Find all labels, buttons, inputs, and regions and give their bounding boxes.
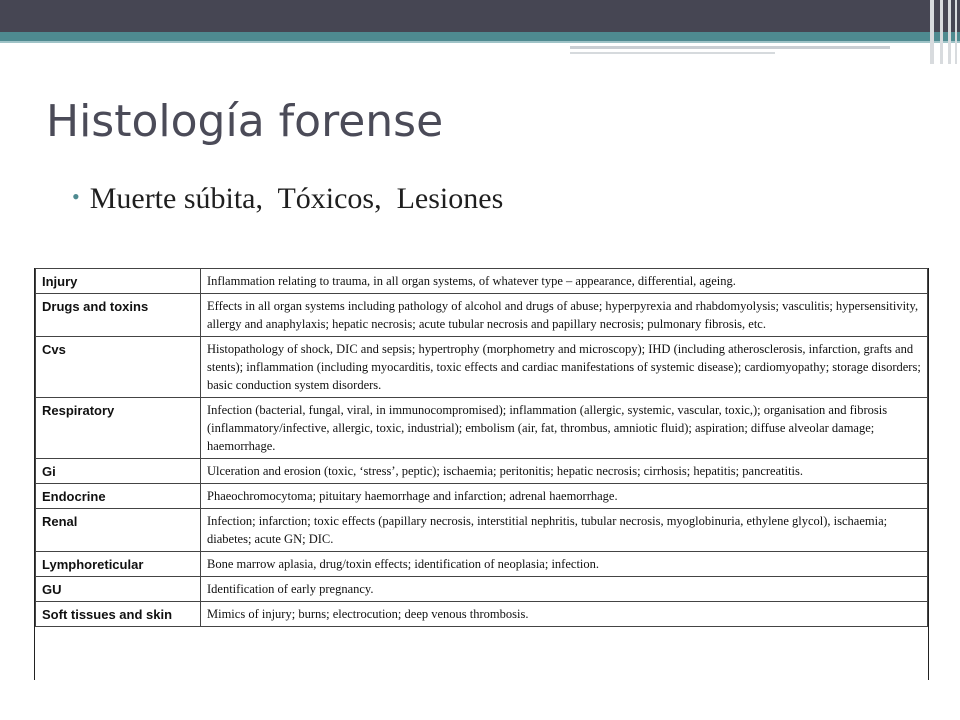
- decorative-line: [570, 46, 890, 49]
- histology-table: [34, 268, 929, 680]
- table-row: [36, 294, 928, 337]
- row-category: Drugs and toxins: [36, 294, 201, 337]
- row-description: Histopathology of shock, DIC and sepsis; hypertrophy (morphometry and microscopy); IHD (including atherosclerosis, infarction, grafts and stents); inflammation (including myocarditis, toxic effects and cardiac manifestations of systemic disease); cardiomyopathy; storage disorders; basic conduction system disorders.: [201, 337, 928, 398]
- table-row: [36, 509, 928, 552]
- row-description: Infection (bacterial, fungal, viral, in immunocompromised); inflammation (allergic, systemic, vascular, toxic,); organisation and fibrosis (inflammatory/infective, allergic, toxic, industrial); embolism (air, fat, thrombus, amniotic fluid); aspiration; diffuse alveolar damage; haemorrhage.: [201, 398, 928, 459]
- row-category: Gi: [36, 459, 201, 484]
- row-category: Renal: [36, 509, 201, 552]
- row-category: Lymphoreticular: [36, 552, 201, 577]
- bullet-text: Muerte súbita, Tóxicos, Lesiones: [89, 182, 504, 215]
- table-row: [36, 459, 928, 484]
- bullet-item: [72, 182, 503, 216]
- decorative-edge: [940, 0, 943, 64]
- row-category: Injury: [36, 269, 201, 294]
- row-category: GU: [36, 577, 201, 602]
- table-row: [36, 337, 928, 398]
- row-category: Endocrine: [36, 484, 201, 509]
- table-row: [36, 398, 928, 459]
- decorative-edge: [955, 0, 957, 64]
- row-description: Infection; infarction; toxic effects (papillary necrosis, interstitial nephritis, tubular necrosis, myoglobinuria, ethylene glycol), ischaemia; diabetes; acute GN; DIC.: [201, 509, 928, 552]
- row-description: Identification of early pregnancy.: [201, 577, 928, 602]
- row-description: Bone marrow aplasia, drug/toxin effects; identification of neoplasia; infection.: [201, 552, 928, 577]
- table-row: [36, 484, 928, 509]
- teal-accent-line: [0, 41, 960, 43]
- row-description: Mimics of injury; burns; electrocution; deep venous thrombosis.: [201, 602, 928, 627]
- top-header-band: [0, 0, 960, 32]
- table-row: [36, 602, 928, 627]
- row-category: Soft tissues and skin: [36, 602, 201, 627]
- decorative-edge: [948, 0, 951, 64]
- decorative-edge: [930, 0, 934, 64]
- table-row: [36, 577, 928, 602]
- teal-accent-band: [0, 32, 960, 41]
- table-row: [36, 269, 928, 294]
- slide-title: Histología forense: [46, 96, 444, 147]
- row-description: Inflammation relating to trauma, in all organ systems, of whatever type – appearance, differential, ageing.: [201, 269, 928, 294]
- row-category: Respiratory: [36, 398, 201, 459]
- decorative-line: [570, 52, 775, 54]
- bullet-dot-icon: •: [72, 184, 80, 209]
- row-description: Effects in all organ systems including pathology of alcohol and drugs of abuse; hyperpyrexia and rhabdomyolysis; vasculitis; hypersensitivity, allergy and anaphylaxis; hepatic necrosis; acute tubular necrosis and papillary necrosis; pulmonary fibrosis, etc.: [201, 294, 928, 337]
- table-row: [36, 552, 928, 577]
- row-category: Cvs: [36, 337, 201, 398]
- row-description: Ulceration and erosion (toxic, ‘stress’, peptic); ischaemia; peritonitis; hepatic necrosis; cirrhosis; hepatitis; pancreatitis.: [201, 459, 928, 484]
- row-description: Phaeochromocytoma; pituitary haemorrhage and infarction; adrenal haemorrhage.: [201, 484, 928, 509]
